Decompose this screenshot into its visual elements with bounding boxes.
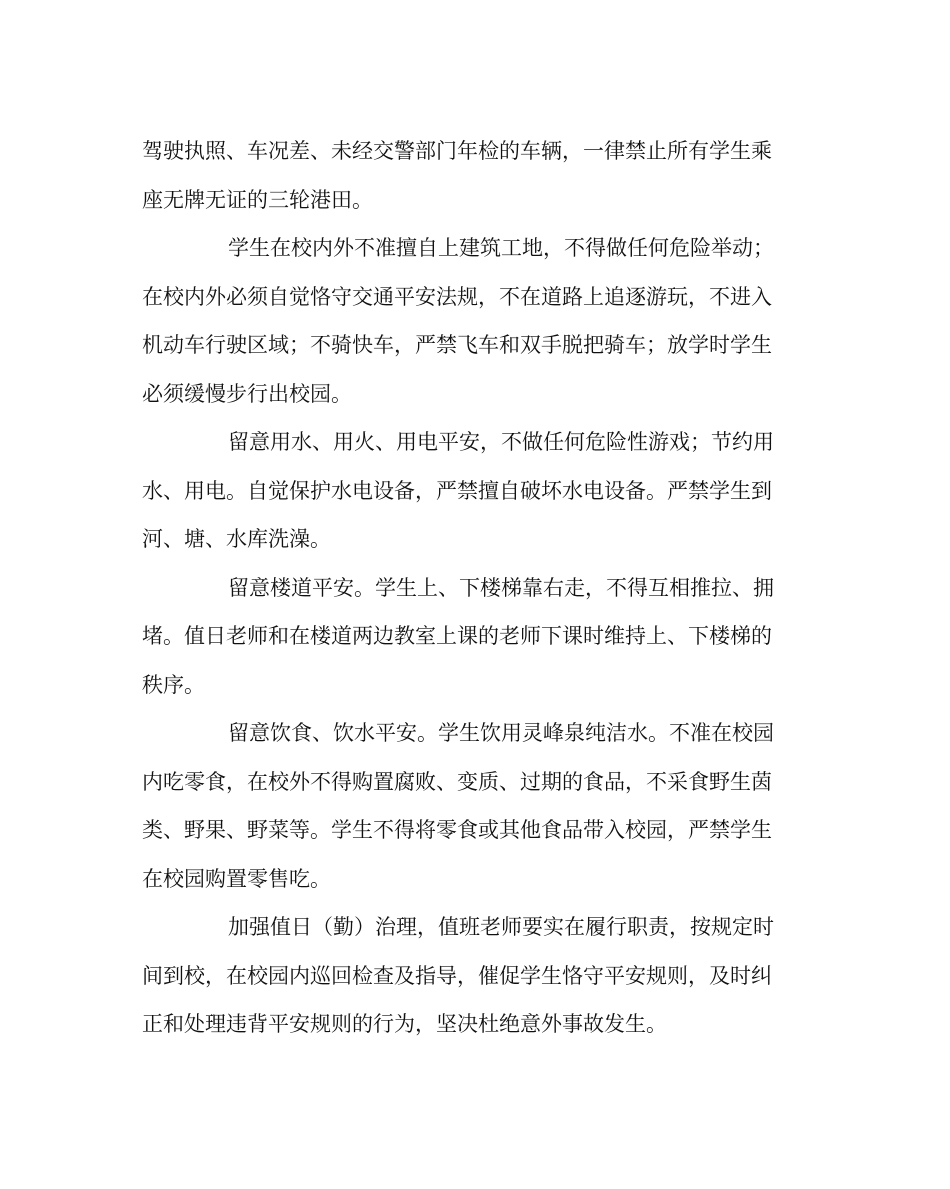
paragraph-4: [142, 564, 810, 710]
paragraph-1: [142, 127, 810, 224]
text-line: 驾驶执照、车况差、未经交警部门年检的车辆，一律禁止所有学生乘: [142, 139, 772, 163]
text-line: 正和处理违背平安规则的行为，坚决杜绝意外事故发生。: [142, 1012, 667, 1036]
text-line: 留意用水、用火、用电平安，不做任何危险性游戏；节约用: [228, 430, 774, 454]
text-line: 必须缓慢步行出校园。: [142, 381, 352, 406]
text-line: 堵。值日老师和在楼道两边教室上课的老师下课时维持上、下楼梯的: [142, 624, 772, 648]
text-line: 座无牌无证的三轮港田。: [142, 187, 373, 212]
text-line: 间到校，在校园内巡回检查及指导，催促学生恪守平安规则，及时纠: [142, 963, 772, 988]
text-line: 学生在校内外不准擅自上建筑工地，不得做任何危险举动；: [228, 236, 774, 260]
text-line: 水、用电。自觉保护水电设备，严禁擅自破坏水电设备。严禁学生到: [142, 478, 772, 503]
text-line: 加强值日（勤）治理，值班老师要实在履行职责，按规定时: [228, 915, 774, 939]
text-line: 留意饮食、饮水平安。学生饮用灵峰泉纯洁水。不准在校园: [228, 721, 774, 745]
text-line: 留意楼道平安。学生上、下楼梯靠右走，不得互相推拉、拥: [228, 575, 774, 600]
text-line: 秩序。: [142, 672, 205, 697]
text-line: 内吃零食，在校外不得购置腐败、变质、过期的食品，不采食野生茵: [142, 769, 772, 794]
text-line: 在校内外必须自觉恪守交通平安法规，不在道路上追逐游玩，不进入: [142, 284, 772, 309]
document-body: [142, 127, 810, 1049]
paragraph-6: [142, 903, 810, 1049]
text-line: 机动车行驶区域；不骑快车，严禁飞车和双手脱把骑车；放学时学生: [142, 333, 772, 357]
text-line: 在校园购置零售吃。: [142, 866, 331, 891]
text-line: 河、塘、水库洗澡。: [142, 527, 331, 551]
text-line: 类、野果、野菜等。学生不得将零食或其他食品带入校园，严禁学生: [142, 818, 772, 842]
paragraph-2: [142, 224, 810, 418]
paragraph-3: [142, 418, 810, 564]
paragraph-5: [142, 709, 810, 903]
